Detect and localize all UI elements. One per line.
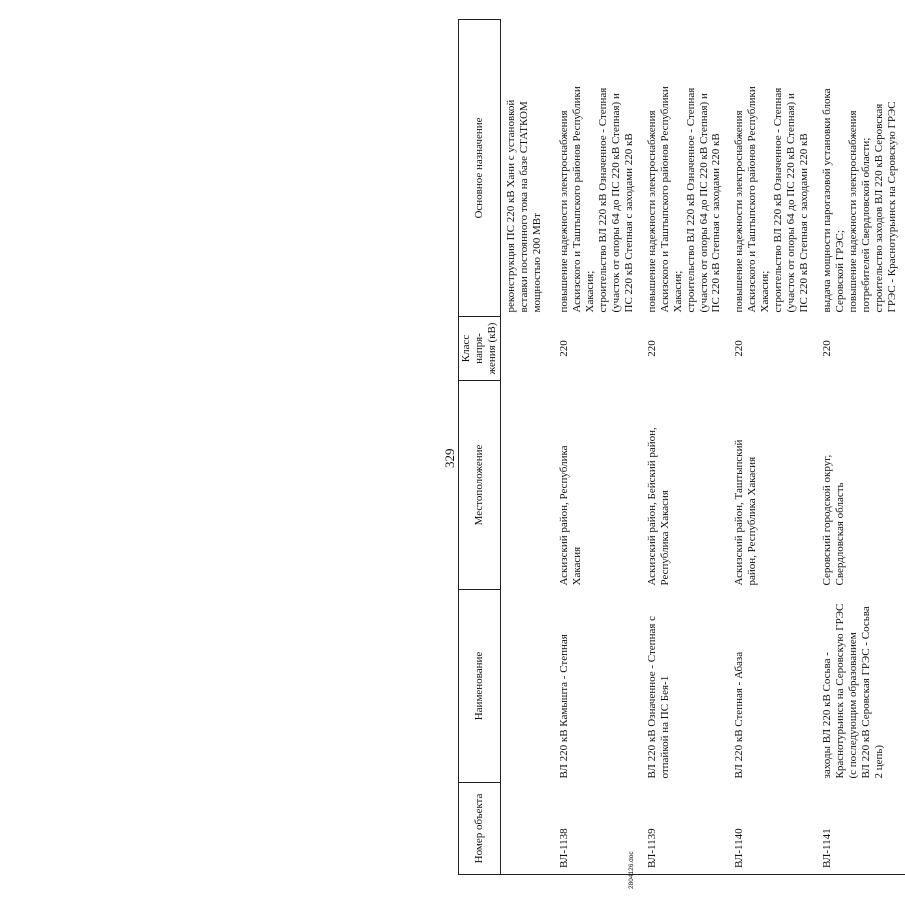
table-row [817, 20, 905, 875]
object-purpose [729, 20, 817, 317]
purpose-line: строительство заходов ВЛ 220 кВ Серовская [873, 103, 886, 313]
header-name: Наименование [459, 590, 501, 783]
header-voltage: Класс напря-жения (кВ) [459, 317, 501, 381]
continuation-purpose-cell [500, 20, 549, 317]
name-line: ВЛ 220 кВ Камышта - Степная [557, 634, 570, 779]
name-line: отпайкой на ПС Бея-1 [658, 675, 671, 779]
location-line: Республика Хакасия [658, 490, 671, 586]
name-line: ВЛ 220 кВ Серовская ГРЭС - Сосьва [860, 606, 873, 779]
table-row [554, 20, 642, 875]
object-name [642, 590, 730, 783]
object-number: ВЛ-1138 [554, 783, 642, 875]
purpose-line: Аскизского и Таштыпского районов Республики [658, 86, 671, 313]
continuation-row [500, 20, 549, 875]
purpose-line: повышение надежности электроснабжения [733, 110, 746, 313]
object-voltage: 220 [557, 340, 570, 357]
name-line: Краснотурьинск на Серовскую ГРЭС [834, 603, 847, 779]
location-line: Аскизский район, Бейский район, [645, 427, 658, 586]
object-purpose [817, 20, 905, 317]
purpose-line: повышение надежности электроснабжения [557, 110, 570, 313]
name-line: заходы ВЛ 220 кВ Сосьва - [821, 652, 834, 779]
purpose-line: Аскизского и Таштыпского районов Республики [746, 86, 759, 313]
location-line: Аскизский район, Республика [557, 445, 570, 586]
purpose-line: повышение надежности электроснабжения [847, 110, 860, 313]
purpose-line: строительство ВЛ 220 кВ Означенное - Степная [772, 87, 785, 313]
table-row [729, 20, 817, 875]
object-number: ВЛ-1140 [729, 783, 817, 875]
purpose-line: выдача мощности парогазовой установки блока [821, 88, 834, 313]
object-voltage: 220 [733, 340, 746, 357]
object-purpose [554, 20, 642, 317]
object-number: ВЛ-1141 [817, 783, 905, 875]
purpose-line: строительство ВЛ 220 кВ Означенное - Степная [684, 87, 697, 313]
object-name [729, 590, 817, 783]
location-line: Серовский городской округ, [821, 454, 834, 586]
header-purpose: Основное назначение [459, 20, 501, 317]
object-location [729, 381, 817, 590]
document-file-code: 2804126.doc [628, 851, 635, 889]
name-line: 2 цепь) [873, 744, 886, 779]
purpose-line: ГРЭС - Краснотурьинск на Серовскую ГРЭС [886, 101, 899, 313]
purpose-line: Серовской ГРЭС; [834, 230, 847, 313]
purpose-line: строительство ВЛ 220 кВ Означенное - Степная [596, 87, 609, 313]
objects-table [458, 19, 905, 875]
purpose-line: Аскизского и Таштыпского районов Республики [570, 86, 583, 313]
purpose-line: ПС 220 кВ Степная с заходами 220 кВ [710, 133, 723, 313]
purpose-line: потребителей Свердловской области; [860, 137, 873, 313]
purpose-line: ПС 220 кВ Степная с заходами 220 кВ [798, 133, 811, 313]
purpose-line: (участок от опоры 64 до ПС 220 кВ Степная) и [785, 93, 798, 313]
name-line: ВЛ 220 кВ Степная - Абаза [733, 651, 746, 779]
header-location: Местоположение [459, 381, 501, 590]
location-line: Свердловская область [834, 482, 847, 586]
purpose-line: вставки постоянного тока на базе СТАТКОМ [517, 101, 530, 313]
purpose-line: Хакасия; [583, 270, 596, 313]
purpose-line: (участок от опоры 64 до ПС 220 кВ Степная) и [609, 93, 622, 313]
object-number: ВЛ-1139 [642, 783, 730, 875]
purpose-line: Хакасия; [759, 270, 772, 313]
page-number: 329 [442, 448, 457, 468]
object-name [554, 590, 642, 783]
purpose-line: мощностью 200 МВт [530, 213, 543, 313]
object-name [817, 590, 905, 783]
location-line: Аскизский район, Таштыпский [733, 439, 746, 586]
object-location [554, 381, 642, 590]
object-voltage: 220 [821, 340, 834, 357]
purpose-line: реконструкция ПС 220 кВ Хани с установкой [504, 99, 517, 313]
header-number: Номер объекта [459, 783, 501, 875]
name-line: (с последующим образованием [847, 632, 860, 779]
name-line: ВЛ 220 кВ Означенное - Степная с [645, 615, 658, 779]
location-line: Хакасия [570, 546, 583, 586]
object-location [817, 381, 905, 590]
purpose-line: ПС 220 кВ Степная с заходами 220 кВ [622, 133, 635, 313]
object-purpose [642, 20, 730, 317]
purpose-line: Хакасия; [671, 270, 684, 313]
purpose-line: повышение надежности электроснабжения [645, 110, 658, 313]
purpose-line: (участок от опоры 64 до ПС 220 кВ Степная) и [697, 93, 710, 313]
table-row [642, 20, 730, 875]
object-voltage: 220 [645, 340, 658, 357]
table-header-row [459, 20, 501, 875]
location-line: район, Республика Хакасия [746, 456, 759, 586]
object-location [642, 381, 730, 590]
